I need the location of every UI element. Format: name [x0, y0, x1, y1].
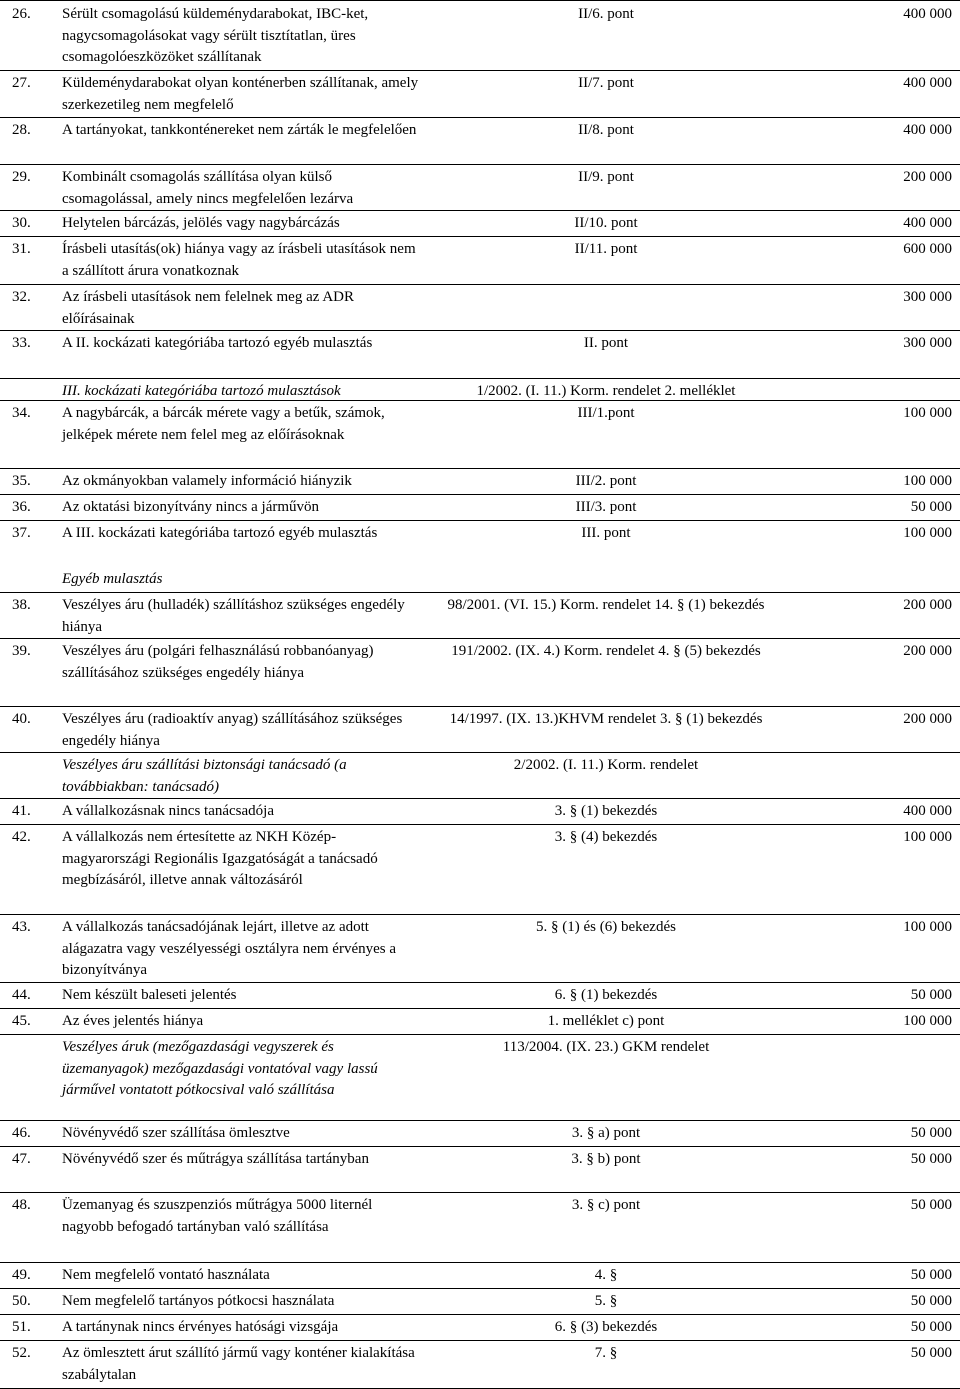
row-number: 38.	[12, 597, 31, 613]
row-subheading: Egyéb mulasztás	[62, 571, 163, 587]
row-amount: 400 000	[903, 6, 952, 22]
row-number: 47.	[12, 1151, 31, 1167]
table-row	[0, 1146, 960, 1193]
row-description: III. kockázati kategóriába tartozó mulasztások	[62, 383, 341, 399]
row-number: 34.	[12, 405, 31, 421]
row-amount: 50 000	[910, 499, 952, 515]
row-reference: 98/2001. (VI. 15.) Korm. rendelet 14. § (1) bekezdés	[447, 597, 765, 613]
row-description: Az oktatási bizonyítvány nincs a járművön	[62, 499, 320, 515]
row-reference: II/9. pont	[578, 169, 634, 185]
row-reference: 1/2002. (I. 11.) Korm. rendelet 2. melléklet	[476, 383, 736, 399]
table-row	[0, 284, 960, 331]
row-description: A vállalkozás tanácsadójának lejárt, illetve az adott alágazatra vagy veszélyességi osztályra nem érvényes a bizonyítványa	[62, 919, 396, 978]
row-description: Az okmányokban valamely információ hiányzik	[62, 473, 352, 489]
table-row	[0, 638, 960, 707]
row-reference: 7. §	[594, 1345, 618, 1361]
table-row	[0, 706, 960, 753]
row-number: 42.	[12, 829, 31, 845]
row-amount: 100 000	[903, 473, 952, 489]
row-description: Az éves jelentés hiánya	[62, 1013, 204, 1029]
row-number: 39.	[12, 643, 31, 659]
row-reference: 3. § (4) bekezdés	[554, 829, 658, 845]
row-description: A vállalkozásnak nincs tanácsadója	[62, 803, 275, 819]
row-number: 31.	[12, 241, 31, 257]
row-number: 52.	[12, 1345, 31, 1361]
row-amount: 400 000	[903, 75, 952, 91]
row-description: A tartánynak nincs érvényes hatósági vizsgája	[62, 1319, 339, 1335]
table-row	[0, 1034, 960, 1121]
table-row	[0, 592, 960, 639]
table-row	[0, 468, 960, 495]
row-number: 51.	[12, 1319, 31, 1335]
table-row	[0, 236, 960, 285]
row-number: 29.	[12, 169, 31, 185]
table-row	[0, 400, 960, 469]
table-row	[0, 70, 960, 118]
row-reference: II. pont	[583, 335, 629, 351]
row-reference: II/10. pont	[574, 215, 638, 231]
row-reference: 3. § (1) bekezdés	[554, 803, 658, 819]
table-row	[0, 494, 960, 521]
row-amount: 50 000	[910, 1267, 952, 1283]
row-description: Sérült csomagolású küldeménydarabokat, IBC-ket, nagycsomagolásokat vagy sérült tisztítatlan, üres csomagolóeszközöket szállítanak	[62, 6, 369, 65]
row-amount: 100 000	[903, 1013, 952, 1029]
row-amount: 200 000	[903, 711, 952, 727]
row-amount: 50 000	[910, 1345, 952, 1361]
row-reference: 5. § (1) és (6) bekezdés	[536, 919, 676, 935]
table-row	[0, 1288, 960, 1315]
row-number: 48.	[12, 1197, 31, 1213]
row-amount: 300 000	[903, 335, 952, 351]
row-amount: 100 000	[903, 405, 952, 421]
row-reference: III/3. pont	[575, 499, 637, 515]
row-amount: 50 000	[910, 1197, 952, 1213]
row-amount: 50 000	[910, 1125, 952, 1141]
row-description: A III. kockázati kategóriába tartozó egyéb mulasztás	[62, 525, 378, 541]
row-description: Veszélyes áru (hulladék) szállításhoz szükséges engedély hiánya	[62, 597, 405, 635]
row-reference: 113/2004. (IX. 23.) GKM rendelet	[502, 1039, 710, 1055]
row-description: Nem megfelelő vontató használata	[62, 1267, 270, 1283]
row-amount: 400 000	[903, 803, 952, 819]
row-amount: 50 000	[910, 1293, 952, 1309]
table-row	[0, 824, 960, 915]
row-number: 50.	[12, 1293, 31, 1309]
row-description: A tartányokat, tankkonténereket nem zárták le megfelelően	[62, 122, 417, 138]
row-number: 44.	[12, 987, 31, 1003]
row-description: Nem készült baleseti jelentés	[62, 987, 237, 1003]
row-reference: II/11. pont	[574, 241, 638, 257]
table-row	[0, 1008, 960, 1035]
table-row	[0, 914, 960, 983]
row-description: A II. kockázati kategóriába tartozó egyéb mulasztás	[62, 335, 373, 351]
table-row	[0, 798, 960, 825]
row-amount: 200 000	[903, 643, 952, 659]
row-reference: III/2. pont	[575, 473, 637, 489]
row-reference: 14/1997. (IX. 13.)KHVM rendelet 3. § (1) bekezdés	[449, 711, 763, 727]
row-number: 30.	[12, 215, 31, 231]
row-amount: 50 000	[910, 1319, 952, 1335]
row-number: 40.	[12, 711, 31, 727]
row-description: Növényvédő szer szállítása ömlesztve	[62, 1125, 290, 1141]
row-number: 49.	[12, 1267, 31, 1283]
row-reference: 191/2002. (IX. 4.) Korm. rendelet 4. § (5) bekezdés	[451, 643, 761, 659]
row-description: A vállalkozás nem értesítette az NKH Közép-magyarországi Regionális Igazgatóságát a tanácsadó megbízásáról, illetve annak változásáról	[62, 829, 378, 888]
row-description: Üzemanyag és szuszpenziós műtrágya 5000 liternél nagyobb befogadó tartányban való szállítása	[62, 1197, 373, 1235]
table-row	[0, 752, 960, 799]
row-description: Veszélyes áru (polgári felhasználású robbanóanyag) szállításához szükséges engedély hiánya	[62, 643, 374, 681]
row-reference: 3. § c) pont	[571, 1197, 641, 1213]
row-number: 45.	[12, 1013, 31, 1029]
row-reference: 2/2002. (I. 11.) Korm. rendelet	[513, 757, 699, 773]
row-description: Helytelen bárcázás, jelölés vagy nagybárcázás	[62, 215, 340, 231]
row-number: 32.	[12, 289, 31, 305]
row-number: 33.	[12, 335, 31, 351]
row-amount: 300 000	[903, 289, 952, 305]
row-description: Nem megfelelő tartányos pótkocsi használata	[62, 1293, 335, 1309]
row-reference: III/1.pont	[577, 405, 635, 421]
row-number: 41.	[12, 803, 31, 819]
row-amount: 50 000	[910, 987, 952, 1003]
row-amount: 200 000	[903, 169, 952, 185]
table-row	[0, 330, 960, 379]
row-reference: II/6. pont	[578, 6, 634, 22]
row-amount: 50 000	[910, 1151, 952, 1167]
row-number: 35.	[12, 473, 31, 489]
row-description: Növényvédő szer és műtrágya szállítása tartányban	[62, 1151, 369, 1167]
table-row	[0, 164, 960, 211]
row-amount: 100 000	[903, 919, 952, 935]
table-row	[0, 0, 960, 71]
table-row	[0, 1314, 960, 1341]
row-description: A nagybárcák, a bárcák mérete vagy a betűk, számok, jelképek mérete nem felel meg az előírásoknak	[62, 405, 385, 443]
row-amount: 100 000	[903, 525, 952, 541]
row-number: 36.	[12, 499, 31, 515]
row-number: 43.	[12, 919, 31, 935]
row-description: Veszélyes áru (radioaktív anyag) szállításához szükséges engedély hiánya	[62, 711, 403, 749]
row-reference: 4. §	[594, 1267, 618, 1283]
row-number: 46.	[12, 1125, 31, 1141]
row-reference: 6. § (3) bekezdés	[554, 1319, 658, 1335]
row-description: Az ömlesztett árut szállító jármű vagy konténer kialakítása szabálytalan	[62, 1345, 415, 1383]
table-row	[0, 1340, 960, 1389]
table-row	[0, 520, 960, 593]
row-description: Veszélyes áru szállítási biztonsági tanácsadó (a továbbiakban: tanácsadó)	[62, 757, 347, 795]
table-row	[0, 1192, 960, 1263]
row-reference: 6. § (1) bekezdés	[554, 987, 658, 1003]
row-description: Az írásbeli utasítások nem felelnek meg az ADR előírásainak	[62, 289, 354, 327]
table-row	[0, 117, 960, 165]
row-number: 37.	[12, 525, 31, 541]
table-row	[0, 210, 960, 237]
row-reference: II/7. pont	[578, 75, 634, 91]
table-row	[0, 982, 960, 1009]
table-row	[0, 1262, 960, 1289]
table-row	[0, 378, 960, 401]
row-description: Kombinált csomagolás szállítása olyan külső csomagolással, amely nincs megfelelően lezárva	[62, 169, 354, 207]
row-reference: 1. melléklet c) pont	[547, 1013, 665, 1029]
row-reference: 3. § b) pont	[571, 1151, 641, 1167]
row-reference: 5. §	[594, 1293, 618, 1309]
row-number: 26.	[12, 6, 31, 22]
row-amount: 600 000	[903, 241, 952, 257]
row-reference: II/8. pont	[578, 122, 634, 138]
row-number: 27.	[12, 75, 31, 91]
row-amount: 200 000	[903, 597, 952, 613]
row-number: 28.	[12, 122, 31, 138]
row-description: Küldeménydarabokat olyan konténerben szállítanak, amely szerkezetileg nem megfelelő	[62, 75, 419, 113]
row-amount: 400 000	[903, 215, 952, 231]
row-description: Veszélyes áruk (mezőgazdasági vegyszerek és üzemanyagok) mezőgazdasági vontatóval vagy lassú járművel vontatott pótkocsival való szállítása	[62, 1039, 378, 1098]
table-row	[0, 1120, 960, 1147]
row-description: Írásbeli utasítás(ok) hiánya vagy az írásbeli utasítások nem a szállított árura vonatkoznak	[62, 241, 416, 279]
row-amount: 100 000	[903, 829, 952, 845]
row-reference: III. pont	[581, 525, 631, 541]
row-amount: 400 000	[903, 122, 952, 138]
row-reference: 3. § a) pont	[571, 1125, 641, 1141]
